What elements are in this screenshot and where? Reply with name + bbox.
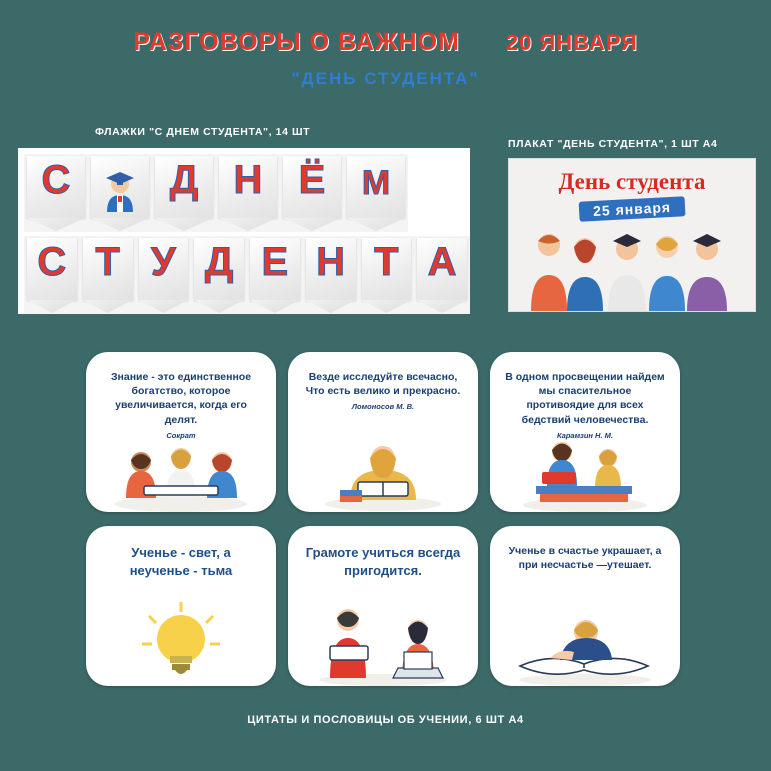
header-date: 20 ЯНВАРЯ bbox=[505, 29, 638, 55]
flag-notch bbox=[250, 300, 300, 313]
flag-item-icon bbox=[88, 154, 152, 232]
quote-author: Ломоносов М. В. bbox=[351, 402, 415, 412]
poster-preview bbox=[508, 158, 756, 312]
poster-date-badge: 25 января bbox=[579, 196, 686, 222]
flag-letter: Ё bbox=[298, 158, 326, 202]
quote-card bbox=[86, 526, 276, 686]
quote-text: Ученье - свет, а неученье - тьма bbox=[129, 545, 233, 578]
page-title: РАЗГОВОРЫ О ВАЖНОМ bbox=[133, 28, 460, 56]
flag-letter: С bbox=[41, 158, 71, 202]
quote-text: В одном просвещении найдем мы спасительное противоядие для всех бедствий человечества. bbox=[505, 371, 665, 426]
flag-letter: Т bbox=[374, 240, 399, 284]
title-row bbox=[0, 28, 771, 57]
flag-notch bbox=[194, 300, 244, 313]
flag-letter: Н bbox=[233, 158, 263, 202]
quote-author: Карамзин Н. М. bbox=[557, 430, 613, 440]
flag-item bbox=[359, 236, 415, 314]
quote-card bbox=[288, 352, 478, 512]
quotes-caption: ЦИТАТЫ И ПОСЛОВИЦЫ ОБ УЧЕНИИ, 6 ШТ А4 bbox=[247, 714, 524, 726]
flag-item bbox=[280, 154, 344, 232]
flag-notch bbox=[83, 300, 133, 313]
flag-item bbox=[247, 236, 303, 314]
quote-cards-grid bbox=[86, 352, 686, 686]
flag-letter: Д bbox=[169, 158, 199, 202]
flag-notch bbox=[306, 300, 356, 313]
quote-card bbox=[490, 352, 680, 512]
quote-card bbox=[490, 526, 680, 686]
flag-letter: Т bbox=[95, 240, 120, 284]
quote-text: Ученье в счастье украшает, а при несчастье —утешает. bbox=[508, 545, 662, 572]
flag-item bbox=[136, 236, 192, 314]
sleeping-on-book-illustration bbox=[490, 594, 680, 686]
flag-item bbox=[216, 154, 280, 232]
flags-panel bbox=[18, 148, 470, 314]
flag-item bbox=[303, 236, 359, 314]
flag-notch bbox=[139, 300, 189, 313]
quote-card bbox=[288, 526, 478, 686]
flag-notch bbox=[91, 218, 149, 231]
lightbulb-illustration bbox=[86, 594, 276, 686]
flag-letter: У bbox=[150, 240, 176, 284]
quote-text: Знание - это единственное богатство, которое увеличивается, когда его делят. bbox=[110, 371, 252, 426]
flag-row-1 bbox=[24, 154, 470, 232]
flag-item bbox=[152, 154, 216, 232]
flag-item bbox=[414, 236, 470, 314]
flag-item bbox=[24, 236, 80, 314]
flag-notch bbox=[362, 300, 412, 313]
flag-item bbox=[80, 236, 136, 314]
quote-author: Сократ bbox=[166, 430, 196, 440]
page-subtitle: "ДЕНЬ СТУДЕНТА" bbox=[291, 69, 480, 88]
quote-card bbox=[86, 352, 276, 512]
man-book-woman-laptop-illustration bbox=[288, 594, 478, 686]
flag-letter: М bbox=[361, 164, 391, 202]
quote-text: Грамоте учиться всегда пригодится. bbox=[305, 545, 461, 578]
flag-letter: С bbox=[37, 240, 67, 284]
flag-item bbox=[344, 154, 408, 232]
flag-item bbox=[191, 236, 247, 314]
flag-item bbox=[24, 154, 88, 232]
quote-text: Везде исследуйте всечасно, Что есть велико и прекрасно. bbox=[305, 371, 461, 398]
poster-title: День студента bbox=[558, 169, 706, 194]
poster-caption: ПЛАКАТ "ДЕНЬ СТУДЕНТА", 1 ШТ А4 bbox=[508, 138, 718, 150]
flag-letter: Н bbox=[316, 240, 346, 284]
flag-notch bbox=[155, 218, 213, 231]
flag-notch bbox=[417, 300, 467, 313]
flag-row-2 bbox=[24, 236, 470, 314]
students-group-illustration bbox=[509, 219, 755, 311]
flag-letter: Е bbox=[261, 240, 289, 284]
flags-caption: ФЛАЖКИ "С ДНЕМ СТУДЕНТА", 14 ШТ bbox=[95, 126, 311, 138]
girl-reading-illustration bbox=[288, 420, 478, 512]
flag-notch bbox=[27, 300, 77, 313]
flag-notch bbox=[27, 218, 85, 231]
graduate-icon bbox=[98, 162, 142, 214]
page-header bbox=[0, 28, 771, 89]
flag-notch bbox=[219, 218, 277, 231]
flag-notch bbox=[283, 218, 341, 231]
flag-letter: Д bbox=[204, 240, 234, 284]
flag-letter: А bbox=[427, 240, 457, 284]
flag-notch bbox=[347, 218, 405, 231]
